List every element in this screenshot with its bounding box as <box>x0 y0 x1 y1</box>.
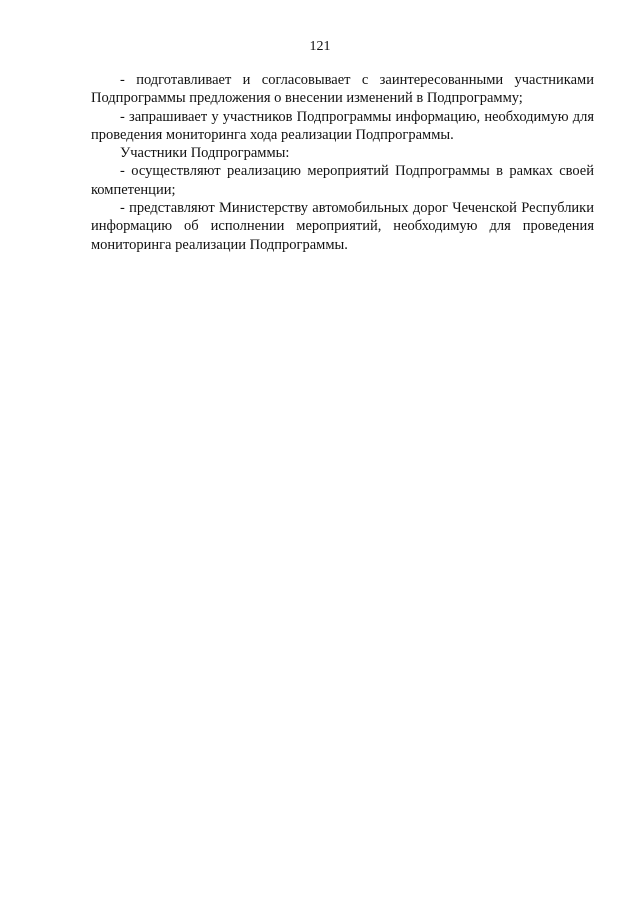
paragraph-provide-information: - представляют Министерству автомобильных дорог Чеченской Республики информацию об исполнении мероприятий, необходимую для проведения мониторинга реализации Подпрограммы. <box>91 200 594 253</box>
paragraph-request-information: - запрашивает у участников Подпрограммы информацию, необходимую для проведения мониторинга хода реализации Подпрограммы. <box>91 108 594 143</box>
paragraph-implement-activities: - осуществляют реализацию мероприятий Подпрограммы в рамках своей компетенции; <box>91 163 594 198</box>
paragraph-participants-heading: Участники Подпрограммы: <box>120 145 290 162</box>
paragraph-prepare-proposals: - подготавливает и согласовывает с заинтересованными участниками Подпрограммы предложения о внесении изменений в Подпрограмму; <box>91 72 594 107</box>
page-number: 121 <box>309 39 331 54</box>
document-body <box>91 71 594 254</box>
